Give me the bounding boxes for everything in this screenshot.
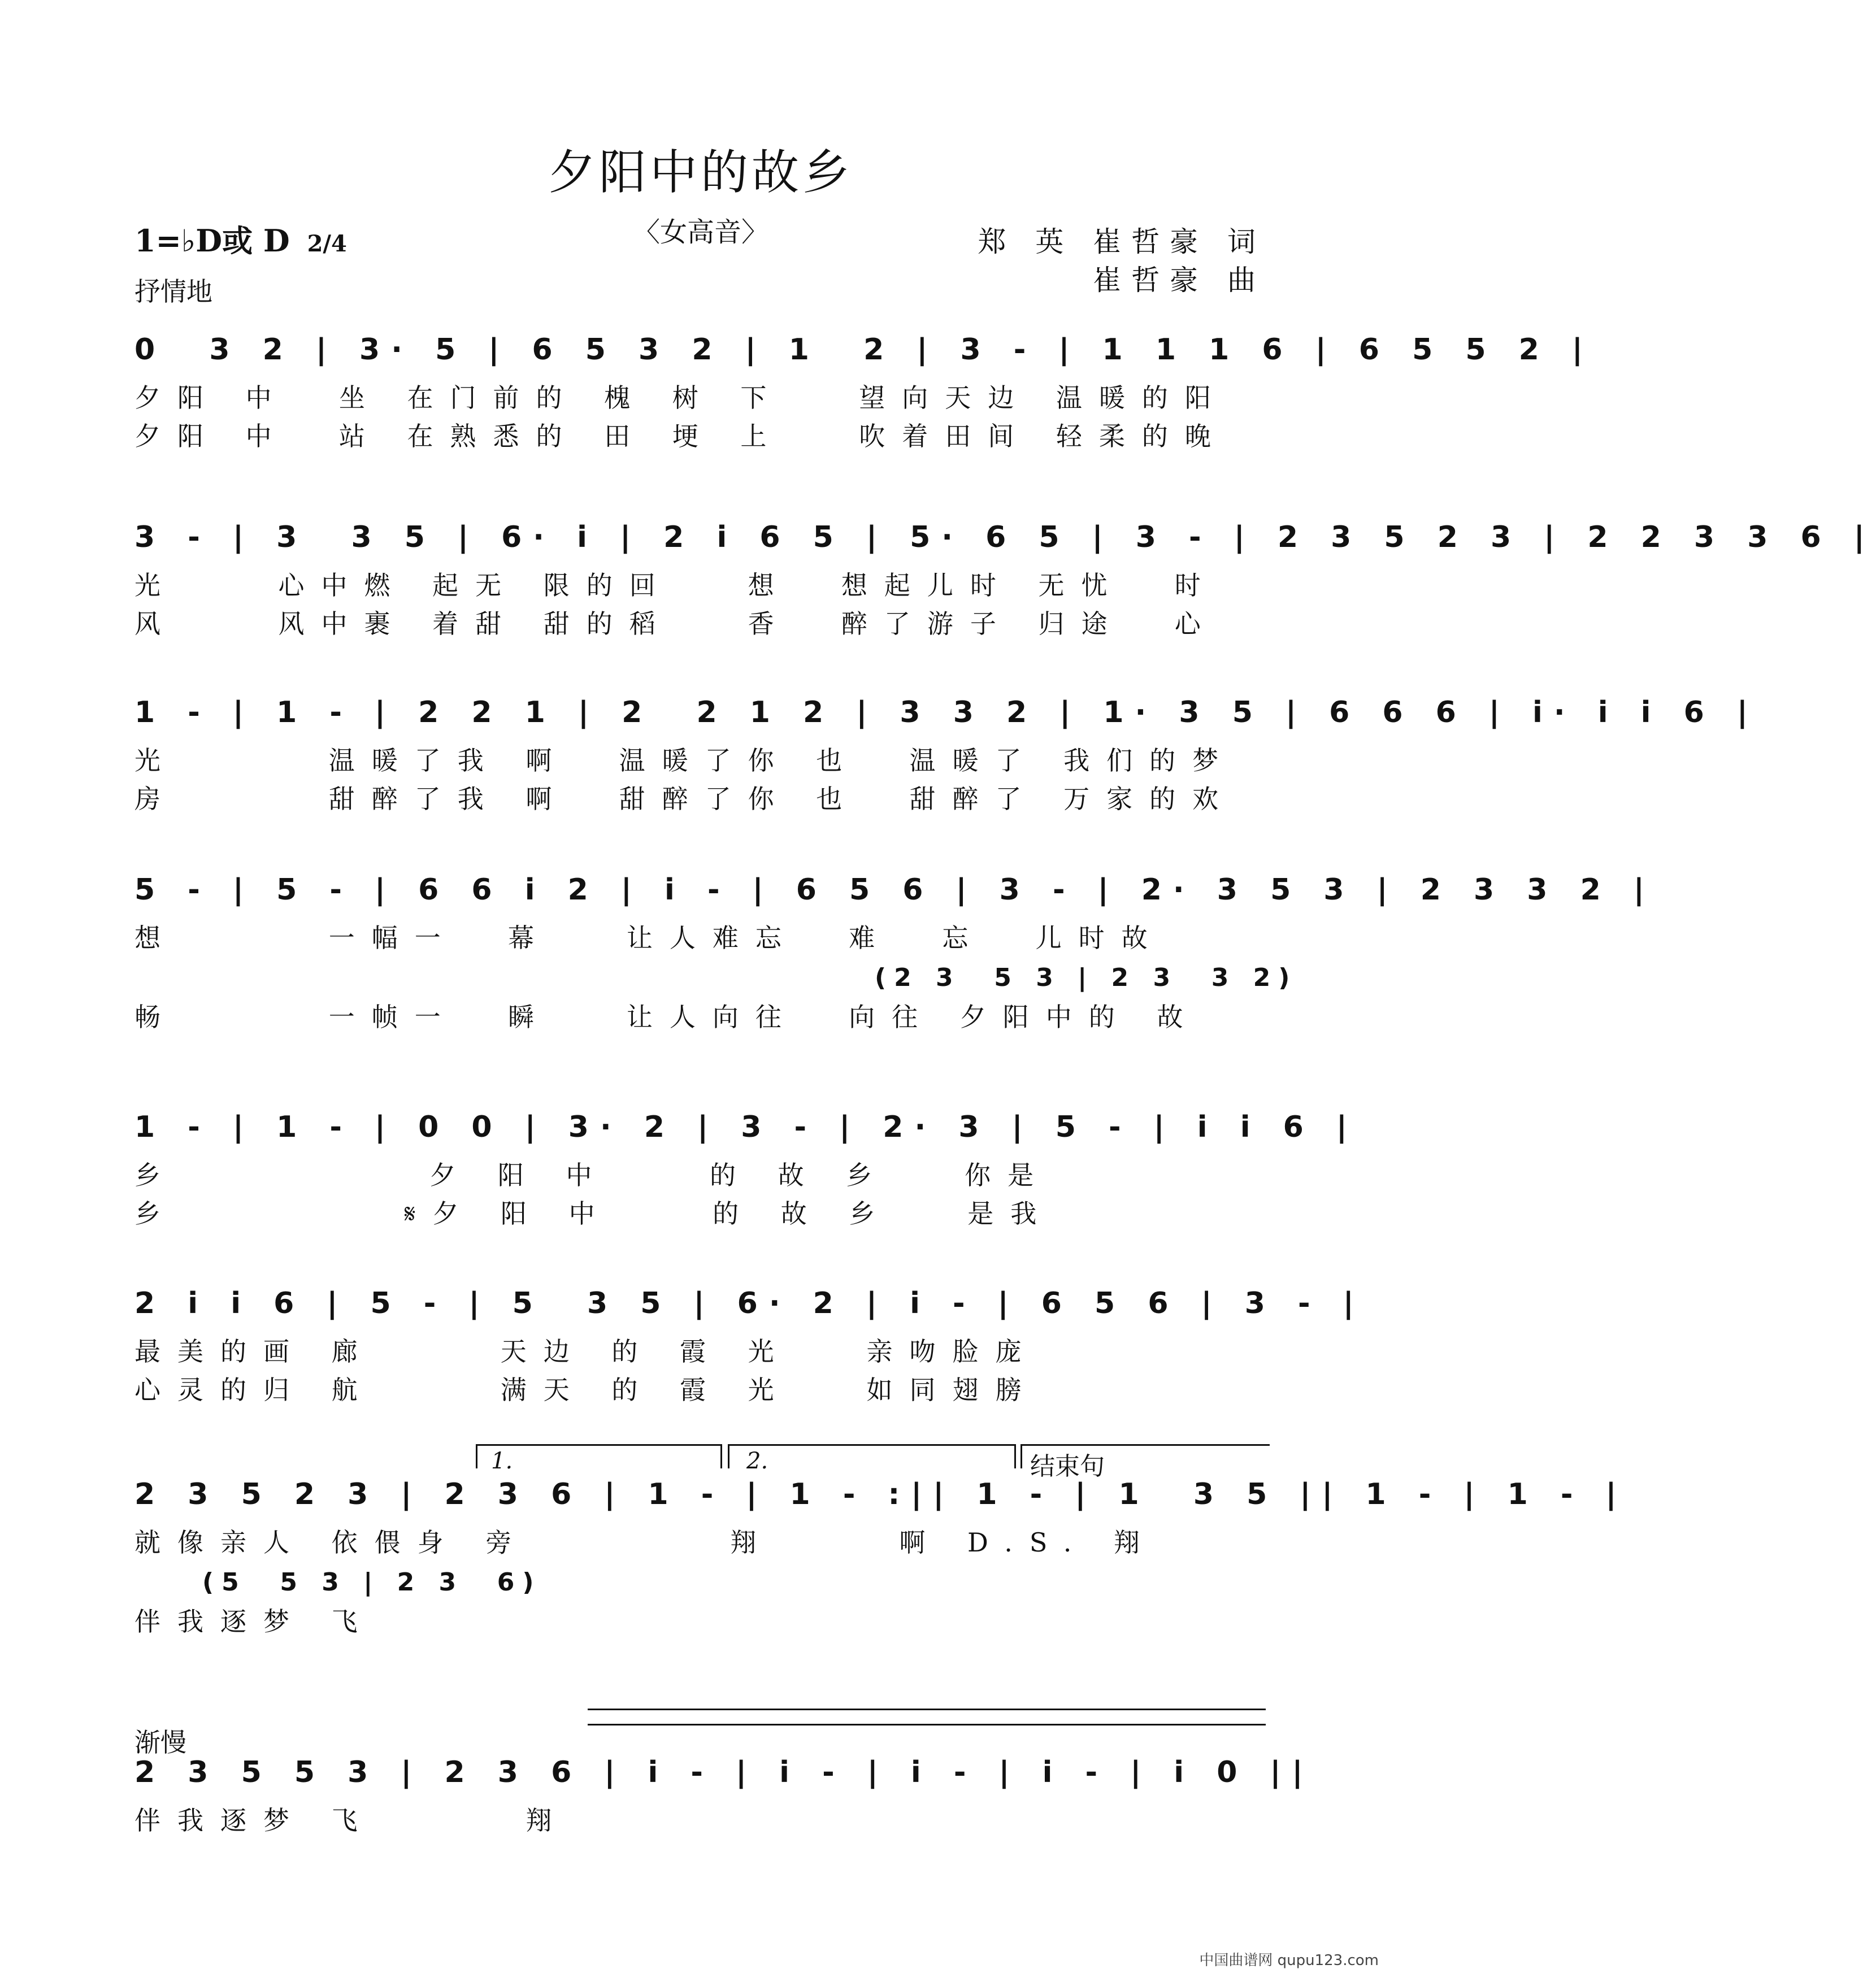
score-system-7 [134, 1475, 1628, 1641]
time-signature: 2/4 [307, 231, 347, 257]
lyrics-verse-1: 想 一幅一 幕 让人难忘 难 忘 儿时故 [134, 923, 1165, 953]
volta-bracket-2 [728, 1444, 1016, 1474]
notation-row: 2 3 5 5 3 | 2 3 6 | i - | i - | i - | i - | i 0 || [134, 1755, 1314, 1789]
lyrics-verse-2: 夕阳 中 站 在熟悉的 田 埂 上 吹着田间 轻柔的晚 [134, 421, 1228, 451]
volta-bracket-1 [476, 1444, 722, 1474]
lyrics-verse-2: 畅 一帧一 瞬 让人向往 向往 夕阳中的 故 [134, 1002, 1200, 1032]
notation-row: 5 - | 5 - | 6 6 i 2 | i - | 6 5 6 | 3 - | 2· 3 5 3 | 2 3 3 2 | [134, 873, 1656, 907]
lyrics-verse-1: 夕阳 中 坐 在门前的 槐 树 下 望向天边 温暖的阳 [134, 383, 1228, 413]
score-system-6 [134, 1284, 1365, 1409]
lyrics-verse-1: 伴我逐梦 飞 翔 [134, 1805, 569, 1836]
composer-credit: 崔哲豪 曲 [1093, 264, 1266, 297]
tempo-change-mark: 渐慢 [134, 1727, 186, 1758]
lyrics-verse-2: 伴我逐梦 飞 [134, 1606, 375, 1637]
site-watermark: 中国曲谱网 qupu123.com [1199, 1952, 1379, 1969]
lyrics-verse-2: 房 甜醉了我 啊 甜醉了你 也 甜醉了 万家的欢 [134, 784, 1236, 814]
score-system-3 [134, 693, 1759, 818]
lyrics-verse-1: 乡 夕 阳 中 的 故 乡 你是 [134, 1160, 1051, 1190]
score-system-2 [134, 518, 1876, 643]
lyrics-verse-2: 乡 𝄋夕 阳 中 的 故 乡 是我 [134, 1198, 1054, 1229]
key-signature-text: 1=♭D或 D [134, 223, 290, 259]
score-system-5 [134, 1107, 1358, 1233]
interlude-notes: (5 5 3 | 2 3 6) [202, 1567, 542, 1597]
notation-row: 2 i i 6 | 5 - | 5 3 5 | 6· 2 | i - | 6 5 6 | 3 - | [134, 1286, 1365, 1320]
volta-1-label: 1. [491, 1448, 513, 1474]
tempo-mark: 抒情地 [134, 276, 212, 307]
lyrics-verse-1: 光 温暖了我 啊 温暖了你 也 温暖了 我们的梦 [134, 745, 1236, 776]
lyrics-verse-1: 最美的画 廊 天边 的 霞 光 亲吻脸庞 [134, 1336, 1039, 1367]
lyrics-verse-2: 心灵的归 航 满天 的 霞 光 如同翅膀 [134, 1375, 1039, 1405]
notation-row: 2 3 5 2 3 | 2 3 6 | 1 - | 1 - :|| 1 - | 1 3 5 || 1 - | 1 - | [134, 1477, 1628, 1511]
decrescendo-hairpin [588, 1709, 1266, 1725]
notation-row: 1 - | 1 - | 0 0 | 3· 2 | 3 - | 2· 3 | 5 - | i i 6 | [134, 1110, 1358, 1144]
lyricist-credit: 郑 英 崔哲豪 词 [978, 225, 1266, 258]
key-signature [134, 217, 347, 260]
notation-row: 1 - | 1 - | 2 2 1 | 2 2 1 2 | 3 3 2 | 1· 3 5 | 6 6 6 | i· i i 6 | [134, 696, 1759, 729]
notation-row: 3 - | 3 3 5 | 6· i | 2 i 6 5 | 5· 6 5 | 3 - | 2 3 5 2 3 | 2 2 3 3 6 | [134, 520, 1876, 554]
score-system-1 [134, 330, 1594, 455]
lyrics-verse-2: 风 风中裹 着甜 甜的稻 香 醉了游子 归途 心 [134, 608, 1218, 639]
lyrics-verse-1: 就像亲人 依偎身 旁 翔 啊 D.S. 翔 [134, 1527, 1157, 1558]
notation-row: 0 3 2 | 3· 5 | 6 5 3 2 | 1 2 | 3 - | 1 1 1 6 | 6 5 5 2 | [134, 333, 1594, 367]
ending-label: 结束句 [1030, 1452, 1105, 1481]
interlude-notes: (2 3 5 3 | 2 3 3 2) [875, 963, 1298, 992]
voice-subtitle: 〈女高音〉 [632, 216, 768, 248]
score-system-8 [134, 1753, 1314, 1840]
lyrics-verse-1: 光 心中燃 起无 限的回 想 想起儿时 无忧 时 [134, 570, 1218, 601]
coda-bracket [1020, 1444, 1270, 1481]
volta-2-label: 2. [746, 1448, 768, 1474]
page-title: 夕阳中的故乡 [548, 145, 853, 200]
score-system-4 [134, 870, 1656, 1036]
